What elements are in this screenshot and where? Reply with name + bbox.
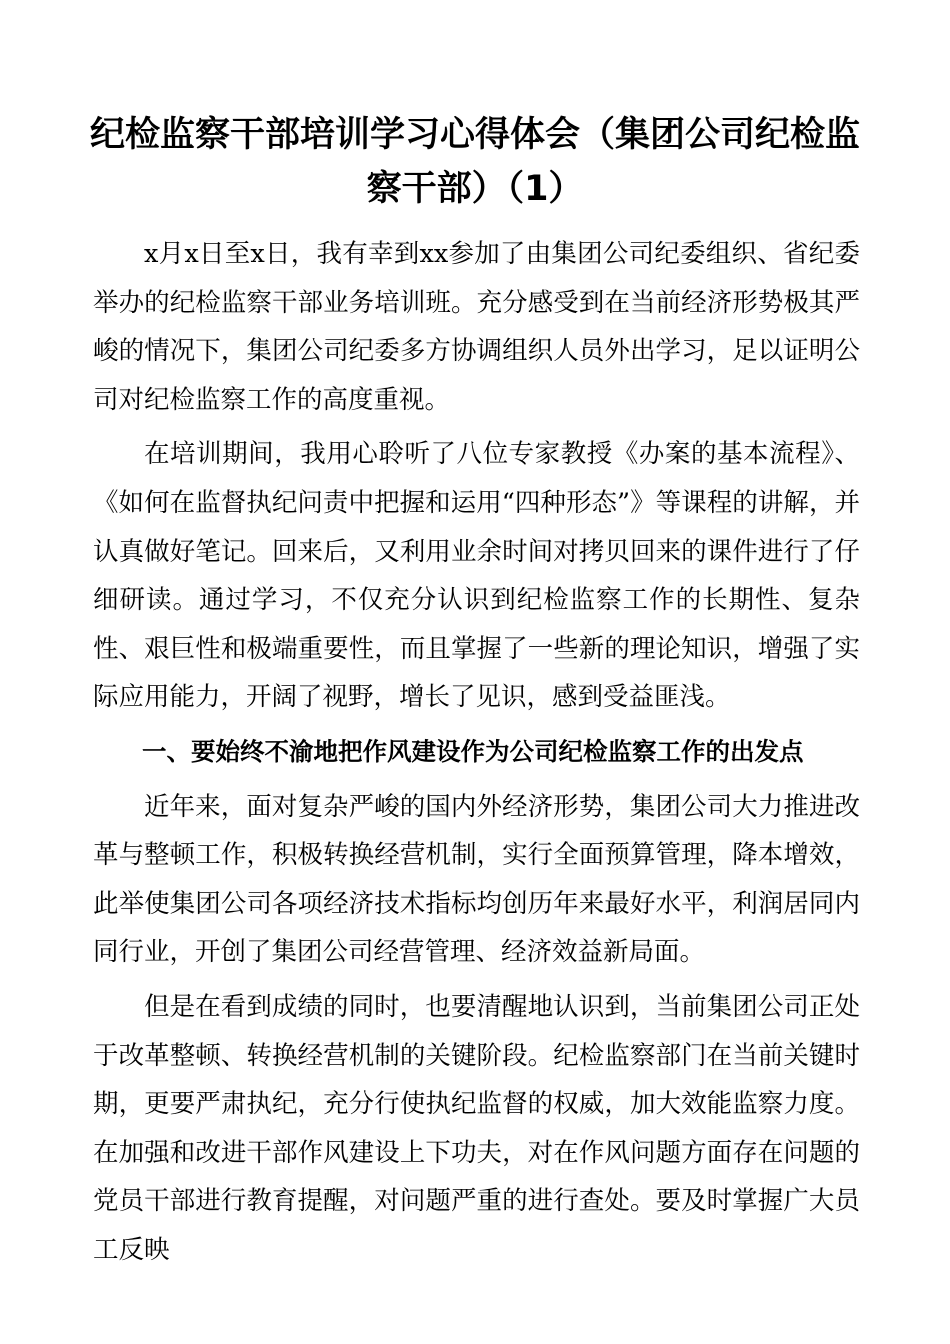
document-title: 纪检监察干部培训学习心得体会（集团公司纪检监察干部）（1） bbox=[89, 115, 860, 209]
paragraph-training: 在培训期间，我用心聆听了八位专家教授《办案的基本流程》、《如何在监督执纪问责中把握和运用“四种形态”》等课程的讲解，并认真做好笔记。回来后，又利用业余时间对拷贝回来的课件进行了仔细研读。通过学习，不仅充分认识到纪检监察工作的长期性、复杂性、艰巨性和极端重要性，而且掌握了一些新的理论知识，增强了实际应用能力，开阔了视野，增长了见识，感到受益匪浅。 bbox=[93, 439, 860, 713]
document-body bbox=[93, 230, 860, 1280]
paragraph-intro: x月x日至x日，我有幸到xx参加了由集团公司纪委组织、省纪委举办的纪检监察干部业务培训班。充分感受到在当前经济形势极其严峻的情况下，集团公司纪委多方协调组织人员外出学习，足以证明公司对纪检监察工作的高度重视。 bbox=[93, 239, 860, 415]
paragraph-however: 但是在看到成绩的同时，也要清醒地认识到，当前集团公司正处于改革整顿、转换经营机制的关键阶段。纪检监察部门在当前关键时期，更要严肃执纪，充分行使执纪监督的权威，加大效能监察力度。在加强和改进干部作风建设上下功夫，对在作风问题方面存在问题的党员干部进行教育提醒，对问题严重的进行查处。要及时掌握广大员工反映 bbox=[93, 991, 860, 1265]
section-heading: 一、要始终不渝地把作风建设作为公司纪检监察工作的出发点 bbox=[142, 736, 804, 766]
paragraph-recent-years: 近年来，面对复杂严峻的国内外经济形势，集团公司大力推进改革与整顿工作，积极转换经营机制，实行全面预算管理，降本增效，此举使集团公司各项经济技术指标均创历年来最好水平，利润居同内同行业，开创了集团公司经营管理、经济效益新局面。 bbox=[93, 791, 860, 968]
